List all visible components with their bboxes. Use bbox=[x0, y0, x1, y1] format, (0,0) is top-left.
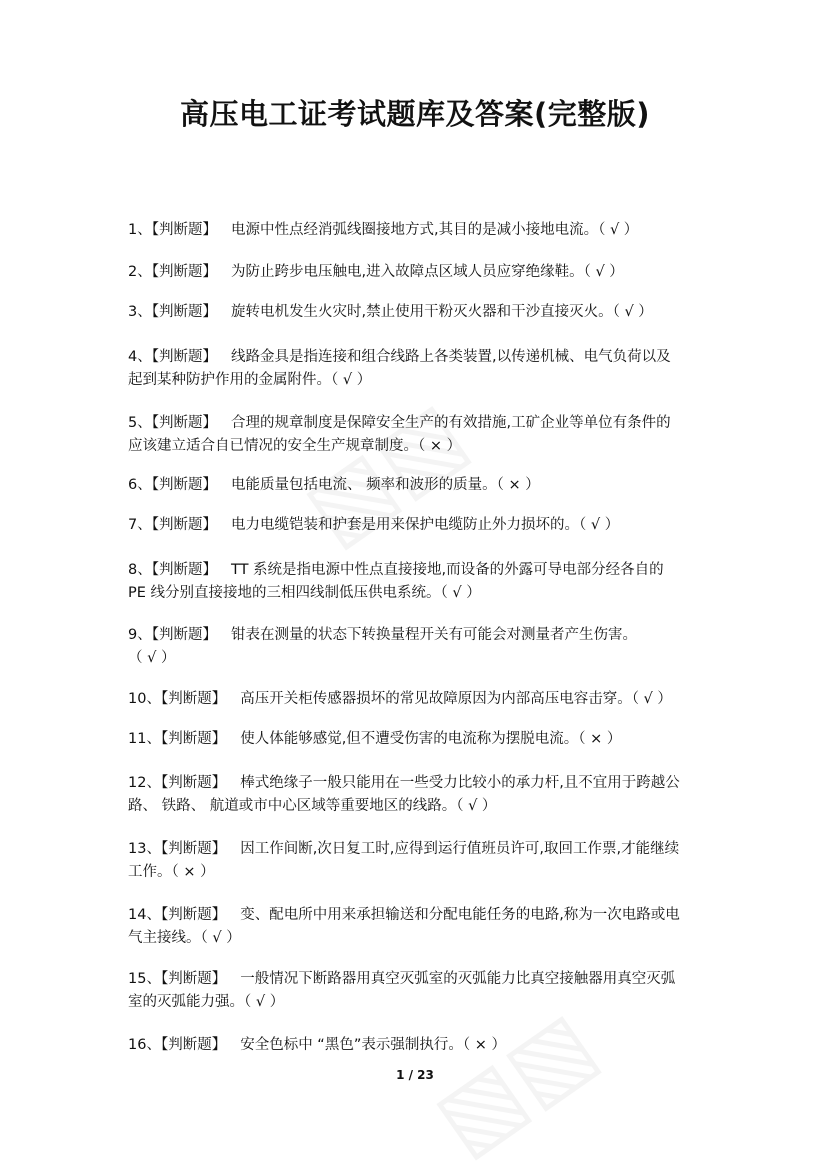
question-type-tag: 【判断题】 bbox=[160, 775, 227, 791]
question-number: 5、 bbox=[128, 415, 152, 431]
question-number: 7、 bbox=[128, 517, 152, 533]
question-line bbox=[128, 301, 653, 324]
question-item bbox=[128, 772, 680, 818]
question-line bbox=[128, 412, 671, 435]
question-type-tag: 【判断题】 bbox=[160, 841, 227, 857]
question-type-tag: 【判断题】 bbox=[151, 517, 217, 533]
question-number: 10、 bbox=[128, 691, 161, 707]
question-number: 15、 bbox=[128, 971, 161, 987]
question-type-tag: 【判断题】 bbox=[151, 222, 217, 238]
question-number: 16、 bbox=[128, 1037, 161, 1053]
question-number: 14、 bbox=[128, 907, 161, 923]
question-number: 3、 bbox=[128, 304, 152, 320]
question-text-continued: 工作。（ × ） bbox=[128, 864, 215, 880]
question-text: 使人体能够感觉,但不遭受伤害的电流称为摆脱电流。（ × ） bbox=[240, 731, 622, 747]
question-text: 棒式绝缘子一般只能用在一些受力比较小的承力杆,且不宜用于跨越公 bbox=[240, 775, 680, 791]
question-line bbox=[128, 1034, 506, 1057]
question-item bbox=[128, 624, 637, 670]
question-number: 9、 bbox=[128, 627, 152, 643]
question-item bbox=[128, 838, 679, 884]
question-number: 13、 bbox=[128, 841, 161, 857]
question-item bbox=[128, 514, 619, 537]
question-text: 为防止跨步电压触电,进入故障点区域人员应穿绝缘鞋。（ √ ） bbox=[230, 264, 624, 280]
question-number: 2、 bbox=[128, 264, 152, 280]
question-line bbox=[128, 728, 621, 751]
page-indicator: 1 / 23 bbox=[396, 1068, 434, 1082]
question-line bbox=[128, 624, 637, 647]
question-line bbox=[128, 559, 664, 582]
question-text-continued: 路、 铁路、 航道或市中心区域等重要地区的线路。（ √ ） bbox=[128, 798, 497, 814]
question-text: 因工作间断,次日复工时,应得到运行值班员许可,取回工作票,才能继续 bbox=[240, 841, 680, 857]
question-type-tag: 【判断题】 bbox=[151, 415, 217, 431]
question-item bbox=[128, 261, 624, 284]
question-text-continued: （ √ ） bbox=[128, 650, 176, 666]
question-type-tag: 【判断题】 bbox=[160, 691, 227, 707]
question-type-tag: 【判断题】 bbox=[151, 264, 217, 280]
question-line bbox=[128, 904, 680, 927]
question-type-tag: 【判断题】 bbox=[151, 477, 217, 493]
question-type-tag: 【判断题】 bbox=[160, 971, 227, 987]
question-line bbox=[128, 968, 675, 991]
question-line bbox=[128, 346, 671, 369]
question-text: 电源中性点经消弧线圈接地方式,其目的是减小接地电流。（ √ ） bbox=[230, 222, 639, 238]
question-line bbox=[128, 219, 638, 242]
question-text: 变、配电所中用来承担输送和分配电能任务的电路,称为一次电路或电 bbox=[240, 907, 680, 923]
question-line bbox=[128, 688, 672, 711]
question-text: 合理的规章制度是保障安全生产的有效措施,工矿企业等单位有条件的 bbox=[230, 415, 671, 431]
question-number: 11、 bbox=[128, 731, 161, 747]
question-type-tag: 【判断题】 bbox=[160, 731, 227, 747]
question-number: 12、 bbox=[128, 775, 161, 791]
question-item bbox=[128, 301, 653, 324]
question-line bbox=[128, 514, 619, 537]
question-type-tag: 【判断题】 bbox=[151, 304, 217, 320]
question-type-tag: 【判断题】 bbox=[151, 562, 217, 578]
watermark bbox=[415, 991, 615, 1174]
question-line bbox=[128, 838, 679, 861]
question-number: 6、 bbox=[128, 477, 152, 493]
question-item bbox=[128, 728, 621, 751]
question-text: 安全色标中 “黑色”表示强制执行。（ × ） bbox=[240, 1037, 506, 1053]
question-line bbox=[128, 772, 680, 795]
question-text: 线路金具是指连接和组合线路上各类装置,以传递机械、电气负荷以及 bbox=[230, 349, 671, 365]
question-text: TT 系统是指电源中性点直接接地,而设备的外露可导电部分经各自的 bbox=[230, 562, 664, 578]
question-item bbox=[128, 474, 540, 497]
question-type-tag: 【判断题】 bbox=[151, 349, 217, 365]
question-text-continued: 气主接线。（ √ ） bbox=[128, 930, 241, 946]
question-item bbox=[128, 1034, 506, 1057]
question-text-continued: 应该建立适合自已情况的安全生产规章制度。（ × ） bbox=[128, 438, 462, 454]
question-text-continued: 起到某种防护作用的金属附件。（ √ ） bbox=[128, 372, 372, 388]
question-item bbox=[128, 559, 664, 605]
question-line bbox=[128, 261, 624, 284]
question-item bbox=[128, 346, 671, 392]
question-number: 4、 bbox=[128, 349, 152, 365]
question-item bbox=[128, 412, 671, 458]
question-item bbox=[128, 219, 638, 242]
question-item bbox=[128, 688, 672, 711]
question-text-continued: 室的灭弧能力强。（ √ ） bbox=[128, 994, 285, 1010]
question-type-tag: 【判断题】 bbox=[151, 627, 217, 643]
question-text: 一般情况下断路器用真空灭弧室的灭弧能力比真空接触器用真空灭弧 bbox=[240, 971, 676, 987]
question-text: 电力电缆铠装和护套是用来保护电缆防止外力损坏的。（ √ ） bbox=[230, 517, 620, 533]
question-item bbox=[128, 904, 680, 950]
document-title: 高压电工证考试题库及答案(完整版) bbox=[179, 97, 650, 131]
question-item bbox=[128, 968, 675, 1014]
question-text: 旋转电机发生火灾时,禁止使用干粉灭火器和干沙直接灭火。（ √ ） bbox=[230, 304, 653, 320]
question-number: 8、 bbox=[128, 562, 152, 578]
question-type-tag: 【判断题】 bbox=[160, 907, 227, 923]
question-text: 高压开关柜传感器损坏的常见故障原因为内部高压电容击穿。（ √ ） bbox=[240, 691, 672, 707]
question-type-tag: 【判断题】 bbox=[160, 1037, 227, 1053]
question-text: 电能质量包括电流、 频率和波形的质量。（ × ） bbox=[230, 477, 540, 493]
question-line bbox=[128, 474, 540, 497]
question-number: 1、 bbox=[128, 222, 152, 238]
question-text: 钳表在测量的状态下转换量程开关有可能会对测量者产生伤害。 bbox=[230, 627, 637, 643]
question-text-continued: PE 线分别直接接地的三相四线制低压供电系统。（ √ ） bbox=[128, 585, 481, 601]
